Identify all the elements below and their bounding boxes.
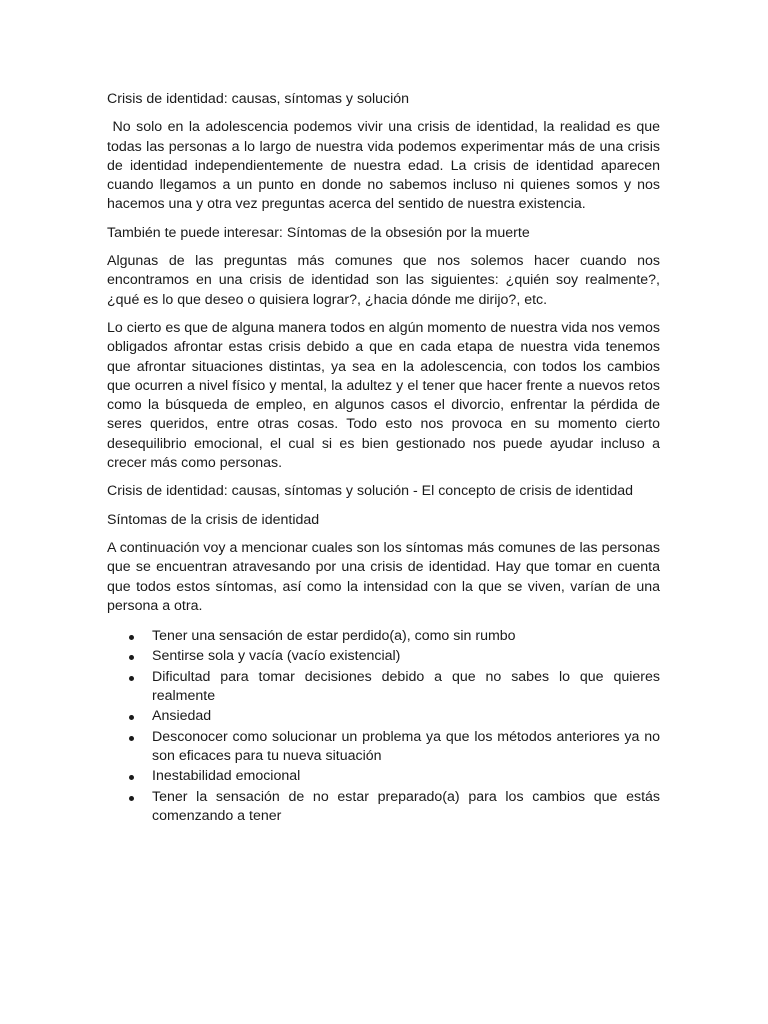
list-item-text: Dificultad para tomar decisiones debido a que no sabes lo que quieres realmente <box>152 668 660 705</box>
list-item-text: Tener una sensación de estar perdido(a), como sin rumbo <box>152 628 516 645</box>
symptoms-intro-paragraph: A continuación voy a mencionar cuales son los síntomas más comunes de las personas que se encuentran atravesando por una crisis de identidad. Hay que tomar en cuenta que todos estos síntomas, así como la intensidad con la que se viven, varían de una persona a otra. <box>107 539 660 614</box>
list-item <box>107 707 660 726</box>
symptoms-heading: Síntomas de la crisis de identidad <box>107 511 320 528</box>
bullet-icon <box>129 655 134 660</box>
bullet-icon <box>129 736 134 741</box>
bullet-icon <box>129 796 134 801</box>
list-item <box>107 647 660 666</box>
document-title: Crisis de identidad: causas, síntomas y solución <box>107 91 410 107</box>
list-item <box>107 728 660 767</box>
list-item <box>107 767 660 786</box>
questions-paragraph: Algunas de las preguntas más comunes que nos solemos hacer cuando nos encontramos en una crisis de identidad son las siguientes: ¿quién soy realmente?, ¿qué es lo que deseo o quisiera lograr?, ¿hacia dónde me dirijo?, etc. <box>107 253 660 308</box>
related-article-line: También te puede interesar: Síntomas de la obsesión por la muerte <box>107 224 530 241</box>
bullet-icon <box>129 715 134 720</box>
life-stages-paragraph: Lo cierto es que de alguna manera todos en algún momento de nuestra vida nos vemos obligados afrontar estas crisis debido a que en cada etapa de nuestra vida tenemos que afrontar situaciones distintas, ya sea en la adolescencia, con todos los cambios que ocurren a nivel físico y mental, la adultez y el tener que hacer frente a nuevos retos como la búsqueda de empleo, en algunos casos el divorcio, enfrentar la pérdida de seres queridos, entre otras cosas. Todo esto nos provoca en su momento cierto desequilibrio emocional, el cual si es bien gestionado nos puede ayudar incluso a crecer más como personas. <box>107 319 660 472</box>
list-item-text: Tener la sensación de no estar preparado(a) para los cambios que estás comenzando a tener <box>152 788 660 824</box>
intro-paragraph: No solo en la adolescencia podemos vivir una crisis de identidad, la realidad es que todas las personas a lo largo de nuestra vida podemos experimentar más de una crisis de identidad independientemente de nuestra edad. La crisis de identidad aparecen cuando llegamos a un punto en donde no sabemos incluso ni quienes somos y nos hacemos una y otra vez preguntas acerca del sentido de nuestra existencia. <box>107 119 664 213</box>
list-item <box>107 627 660 646</box>
list-item-text: Desconocer como solucionar un problema ya que los métodos anteriores ya no son eficaces para tu nueva situación <box>152 728 660 764</box>
list-item-text: Sentirse sola y vacía (vacío existencial) <box>152 648 401 665</box>
concept-heading-line: Crisis de identidad: causas, síntomas y solución - El concepto de crisis de identidad <box>107 483 633 500</box>
bullet-icon <box>129 635 134 640</box>
document-page <box>107 90 664 827</box>
list-item <box>107 788 660 827</box>
list-item-text: Inestabilidad emocional <box>152 768 301 785</box>
list-item-text: Ansiedad <box>152 708 212 725</box>
bullet-icon <box>129 775 134 780</box>
bullet-icon <box>129 676 134 681</box>
symptoms-list <box>107 627 660 826</box>
list-item <box>107 668 660 707</box>
